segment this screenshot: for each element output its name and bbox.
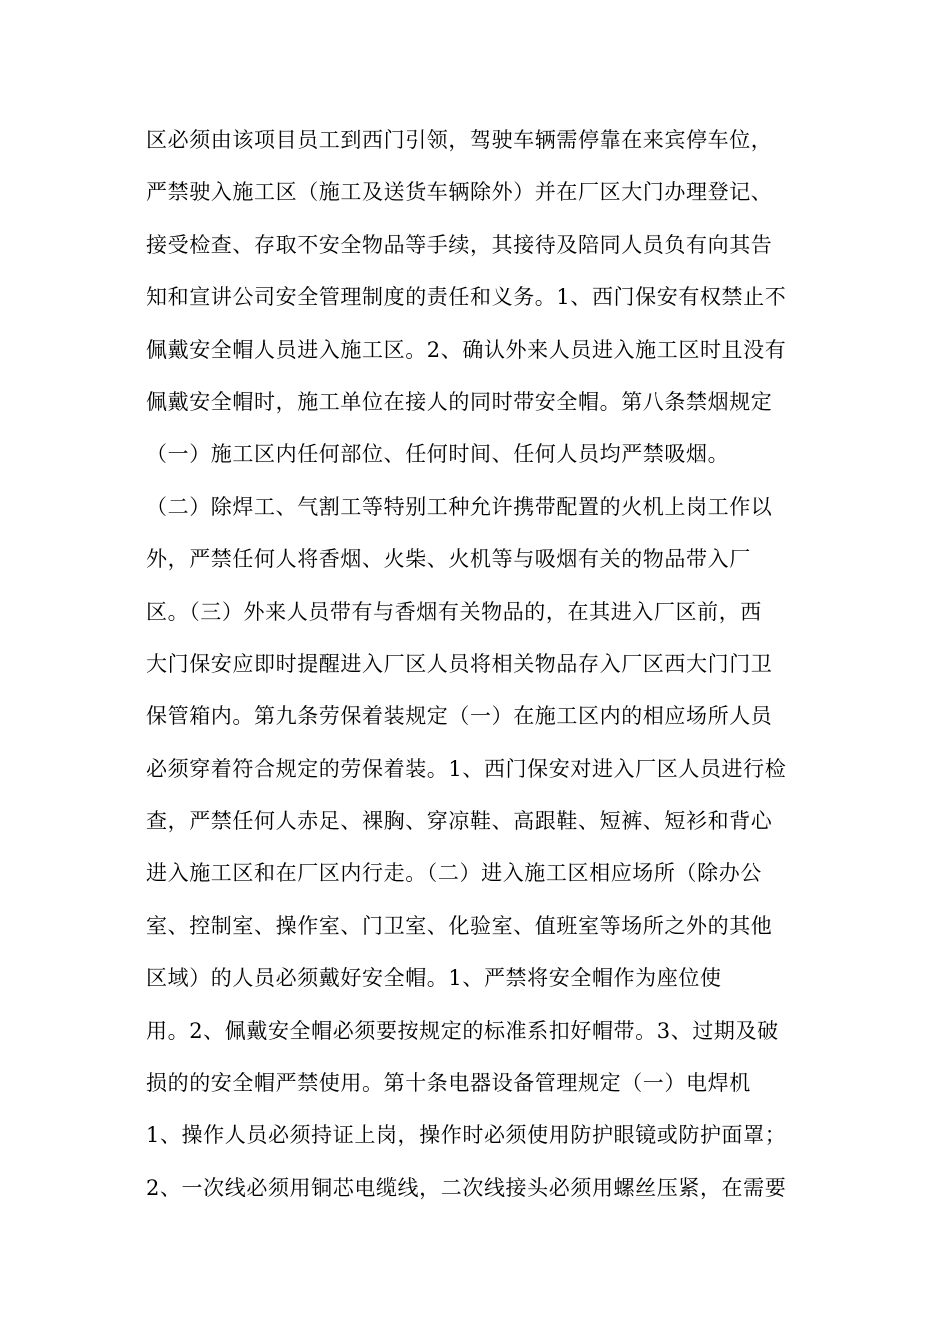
text-line: 室、控制室、操作室、门卫室、化验室、值班室等场所之外的其他: [146, 913, 773, 938]
text-line: 外，严禁任何人将香烟、火柴、火机等与吸烟有关的物品带入厂: [146, 547, 751, 572]
text-line: 保管箱内。第九条劳保着装规定（一）在施工区内的相应场所人员: [146, 704, 773, 729]
text-line: （一）施工区内任何部位、任何时间、任何人员均严禁吸烟。: [146, 442, 730, 467]
text-line: 用。2、佩戴安全帽必须要按规定的标准系扣好帽带。3、过期及破: [146, 1018, 779, 1043]
text-line: 接受检查、存取不安全物品等手续，其接待及陪同人员负有向其告: [146, 232, 773, 257]
text-line: 严禁驶入施工区（施工及送货车辆除外）并在厂区大门办理登记、: [146, 180, 773, 205]
text-line: 损的的安全帽严禁使用。第十条电器设备管理规定（一）电焊机: [146, 1071, 751, 1096]
text-line: 查，严禁任何人赤足、裸胸、穿凉鞋、高跟鞋、短裤、短衫和背心: [146, 809, 773, 834]
text-line: 1、操作人员必须持证上岗，操作时必须使用防护眼镜或防护面罩；: [146, 1123, 787, 1148]
text-line: 进入施工区和在厂区内行走。（二）进入施工区相应场所（除办公: [146, 861, 762, 886]
text-line: 区域）的人员必须戴好安全帽。1、严禁将安全帽作为座位使: [146, 966, 722, 991]
text-line: 区。（三）外来人员带有与香烟有关物品的，在其进入厂区前，西: [146, 599, 762, 624]
text-line: 大门保安应即时提醒进入厂区人员将相关物品存入厂区西大门门卫: [146, 651, 773, 676]
text-line: 2、一次线必须用铜芯电缆线，二次线接头必须用螺丝压紧，在需要: [146, 1175, 787, 1200]
text-line: （二）除焊工、气割工等特别工种允许携带配置的火机上岗工作以: [146, 494, 773, 519]
text-line: 知和宣讲公司安全管理制度的责任和义务。1、西门保安有权禁止不: [146, 285, 787, 310]
text-line: 必须穿着符合规定的劳保着装。1、西门保安对进入厂区人员进行检: [146, 756, 787, 781]
text-line: 区必须由该项目员工到西门引领，驾驶车辆需停靠在来宾停车位，: [146, 128, 773, 152]
text-line: 佩戴安全帽时，施工单位在接人的同时带安全帽。第八条禁烟规定: [146, 389, 773, 414]
document-body: [146, 114, 816, 1214]
text-line: 佩戴安全帽人员进入施工区。2、确认外来人员进入施工区时且没有: [146, 337, 787, 362]
